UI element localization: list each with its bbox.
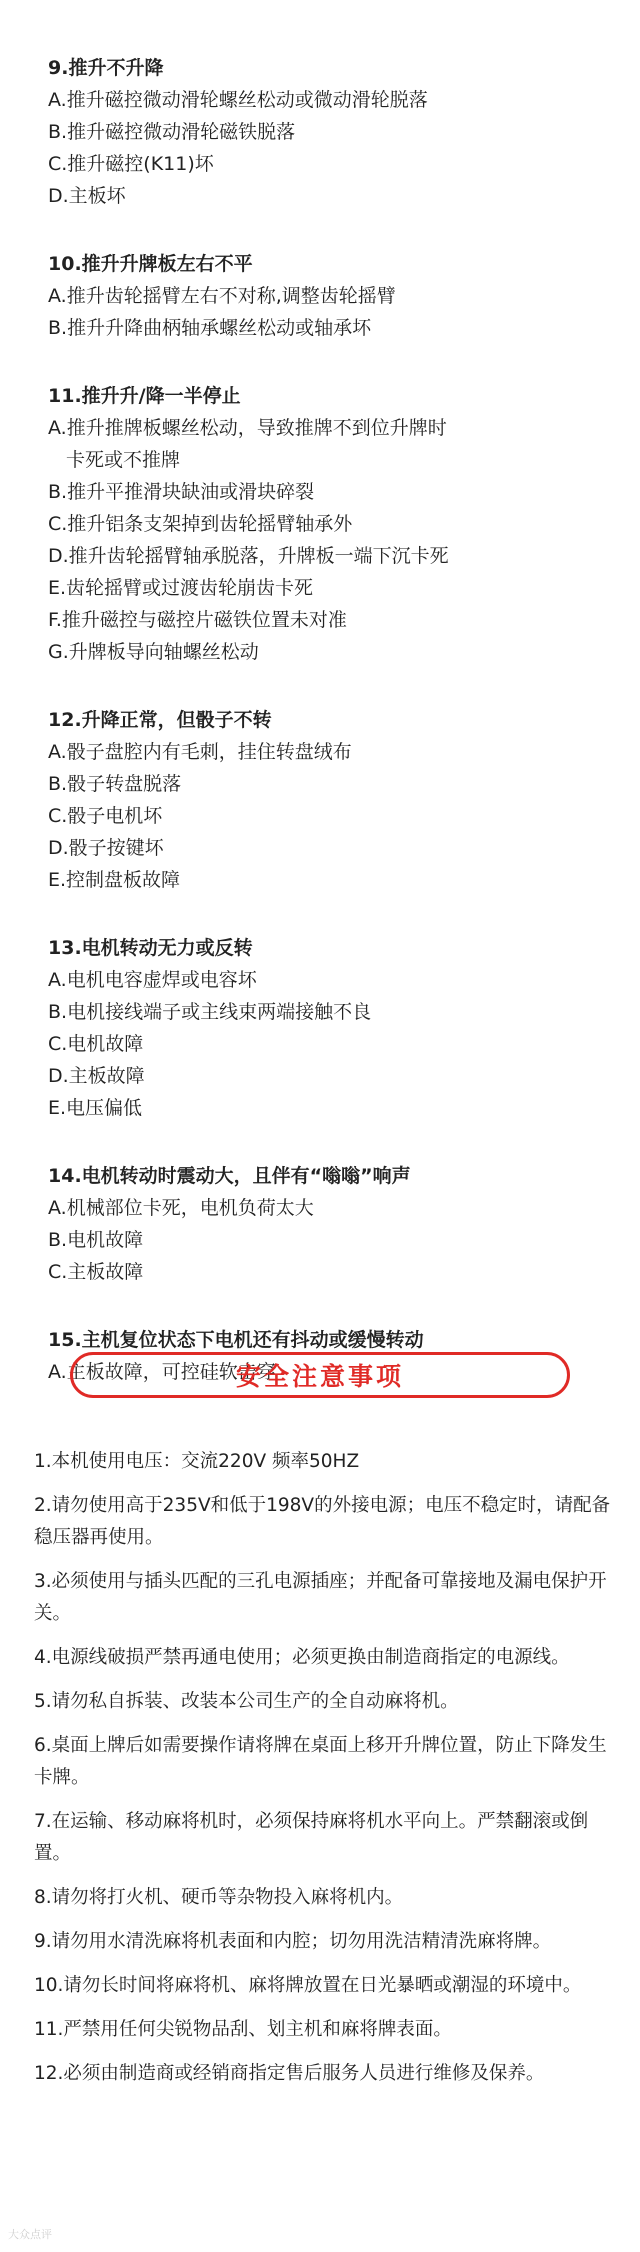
fault-section-title: 13.电机转动无力或反转	[48, 937, 253, 959]
safety-note: 9.请勿用水清洗麻将机表面和内腔；切勿用洗洁精清洗麻将牌。	[34, 1931, 552, 1952]
safety-banner	[70, 1352, 570, 1398]
fault-cause-item: D.主板坏	[48, 185, 126, 207]
safety-note: 10.请勿长时间将麻将机、麻将牌放置在日光暴晒或潮湿的环境中。	[34, 1975, 582, 1996]
fault-cause-item: C.推升铝条支架掉到齿轮摇臂轴承外	[48, 513, 353, 535]
fault-section-title: 12.升降正常，但骰子不转	[48, 709, 272, 731]
safety-note: 12.必须由制造商或经销商指定售后服务人员进行维修及保养。	[34, 2063, 545, 2084]
fault-section	[48, 52, 608, 212]
safety-note: 7.在运输、移动麻将机时，必须保持麻将机水平向上。严禁翻滚或倒置。	[34, 1811, 589, 1864]
safety-note: 1.本机使用电压：交流220V 频率50HZ	[34, 1451, 360, 1472]
fault-cause-item: C.主板故障	[48, 1261, 144, 1283]
fault-cause-item: A.推升推牌板螺丝松动，导致推牌不到位升牌时	[48, 417, 447, 439]
fault-cause-item: A.机械部位卡死，电机负荷太大	[48, 1197, 314, 1219]
fault-cause-item: B.电机故障	[48, 1229, 144, 1251]
safety-note: 4.电源线破损严禁再通电使用；必须更换由制造商指定的电源线。	[34, 1647, 570, 1668]
fault-section-title: 15.主机复位状态下电机还有抖动或缓慢转动	[48, 1329, 424, 1351]
fault-cause-item: E.齿轮摇臂或过渡齿轮崩齿卡死	[48, 577, 314, 599]
fault-cause-item: A.主板故障，可控硅软击穿	[48, 1361, 276, 1383]
fault-cause-item: A.骰子盘腔内有毛刺，挂住转盘绒布	[48, 741, 352, 763]
fault-section	[48, 248, 608, 344]
fault-cause-item: B.推升升降曲柄轴承螺丝松动或轴承坏	[48, 317, 372, 339]
safety-note: 6.桌面上牌后如需要操作请将牌在桌面上移开升牌位置，防止下降发生卡牌。	[34, 1735, 607, 1788]
fault-cause-item: G.升牌板导向轴螺丝松动	[48, 641, 259, 663]
fault-cause-item: 卡死或不推牌	[66, 449, 181, 471]
safety-notes	[34, 1446, 614, 2102]
fault-section-title: 9.推升不升降	[48, 57, 164, 79]
fault-cause-item: B.推升平推滑块缺油或滑块碎裂	[48, 481, 315, 503]
safety-note: 3.必须使用与插头匹配的三孔电源插座；并配备可靠接地及漏电保护开关。	[34, 1571, 607, 1624]
fault-cause-item: E.控制盘板故障	[48, 869, 181, 891]
fault-section-title: 14.电机转动时震动大，且伴有“嗡嗡”响声	[48, 1165, 411, 1187]
fault-cause-item: E.电压偏低	[48, 1097, 143, 1119]
fault-cause-item: B.推升磁控微动滑轮磁铁脱落	[48, 121, 296, 143]
fault-section-title: 11.推升升/降一半停止	[48, 385, 241, 407]
fault-cause-item: D.推升齿轮摇臂轴承脱落，升牌板一端下沉卡死	[48, 545, 449, 567]
faults-list	[48, 52, 608, 1424]
safety-note: 2.请勿使用高于235V和低于198V的外接电源；电压不稳定时，请配备稳压器再使用。	[34, 1495, 611, 1548]
fault-cause-item: D.主板故障	[48, 1065, 145, 1087]
fault-cause-item: B.骰子转盘脱落	[48, 773, 182, 795]
fault-cause-item: C.骰子电机坏	[48, 805, 163, 827]
fault-cause-item: C.电机故障	[48, 1033, 144, 1055]
fault-section	[48, 932, 608, 1124]
fault-section	[48, 704, 608, 896]
safety-note: 8.请勿将打火机、硬币等杂物投入麻将机内。	[34, 1887, 404, 1908]
fault-cause-item: B.电机接线端子或主线束两端接触不良	[48, 1001, 372, 1023]
fault-cause-item: F.推升磁控与磁控片磁铁位置未对准	[48, 609, 347, 631]
safety-banner-title: 安全注意事项	[235, 1362, 404, 1391]
fault-cause-item: A.推升齿轮摇臂左右不对称,调整齿轮摇臂	[48, 285, 396, 307]
fault-section	[48, 380, 608, 668]
fault-section	[48, 1160, 608, 1288]
fault-cause-item: D.骰子按键坏	[48, 837, 164, 859]
safety-note: 11.严禁用任何尖锐物品刮、划主机和麻将牌表面。	[34, 2019, 452, 2040]
fault-cause-item: C.推升磁控(K11)坏	[48, 153, 214, 175]
fault-cause-item: A.推升磁控微动滑轮螺丝松动或微动滑轮脱落	[48, 89, 428, 111]
fault-cause-item: A.电机电容虚焊或电容坏	[48, 969, 257, 991]
watermark: 大众点评	[8, 2228, 52, 2241]
safety-note: 5.请勿私自拆装、改装本公司生产的全自动麻将机。	[34, 1691, 459, 1712]
fault-section-title: 10.推升升牌板左右不平	[48, 253, 253, 275]
